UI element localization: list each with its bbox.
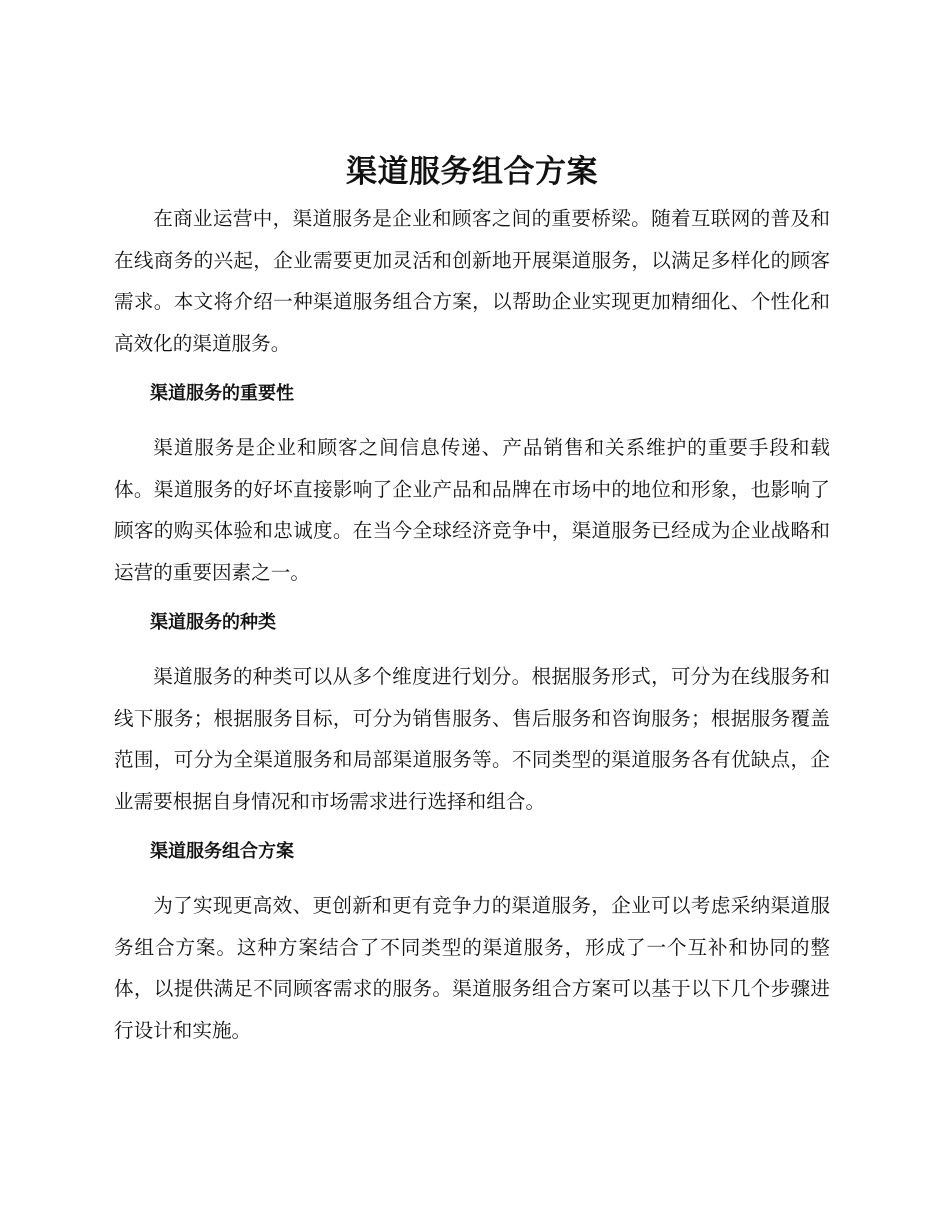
document-title: 渠道服务组合方案	[346, 154, 598, 190]
section-paragraph-combination-plan: 为了实现更高效、更创新和更有竞争力的渠道服务，企业可以考虑采纳渠道服务组合方案。这种方案结合了不同类型的渠道服务，形成了一个互补和协同的整体，以提供满足不同顾客需求的服务。渠道服务组合方案可以基于以下几个步骤进行设计和实施。	[114, 894, 830, 1042]
section-heading-importance: 渠道服务的重要性	[150, 383, 294, 404]
section-heading-combination-plan: 渠道服务组合方案	[150, 841, 294, 862]
document-body	[114, 150, 830, 1051]
section-heading-types: 渠道服务的种类	[150, 612, 276, 633]
intro-paragraph: 在商业运营中，渠道服务是企业和顾客之间的重要桥梁。随着互联网的普及和在线商务的兴起，企业需要更加灵活和创新地开展渠道服务，以满足多样化的顾客需求。本文将介绍一种渠道服务组合方案，以帮助企业实现更加精细化、个性化和高效化的渠道服务。	[114, 207, 830, 355]
section-paragraph-importance: 渠道服务是企业和顾客之间信息传递、产品销售和关系维护的重要手段和载体。渠道服务的好坏直接影响了企业产品和品牌在市场中的地位和形象，也影响了顾客的购买体验和忠诚度。在当今全球经济竞争中，渠道服务已经成为企业战略和运营的重要因素之一。	[114, 436, 830, 584]
section-paragraph-types: 渠道服务的种类可以从多个维度进行划分。根据服务形式，可分为在线服务和线下服务；根据服务目标，可分为销售服务、售后服务和咨询服务；根据服务覆盖范围，可分为全渠道服务和局部渠道服务等。不同类型的渠道服务各有优缺点，企业需要根据自身情况和市场需求进行选择和组合。	[114, 665, 830, 813]
